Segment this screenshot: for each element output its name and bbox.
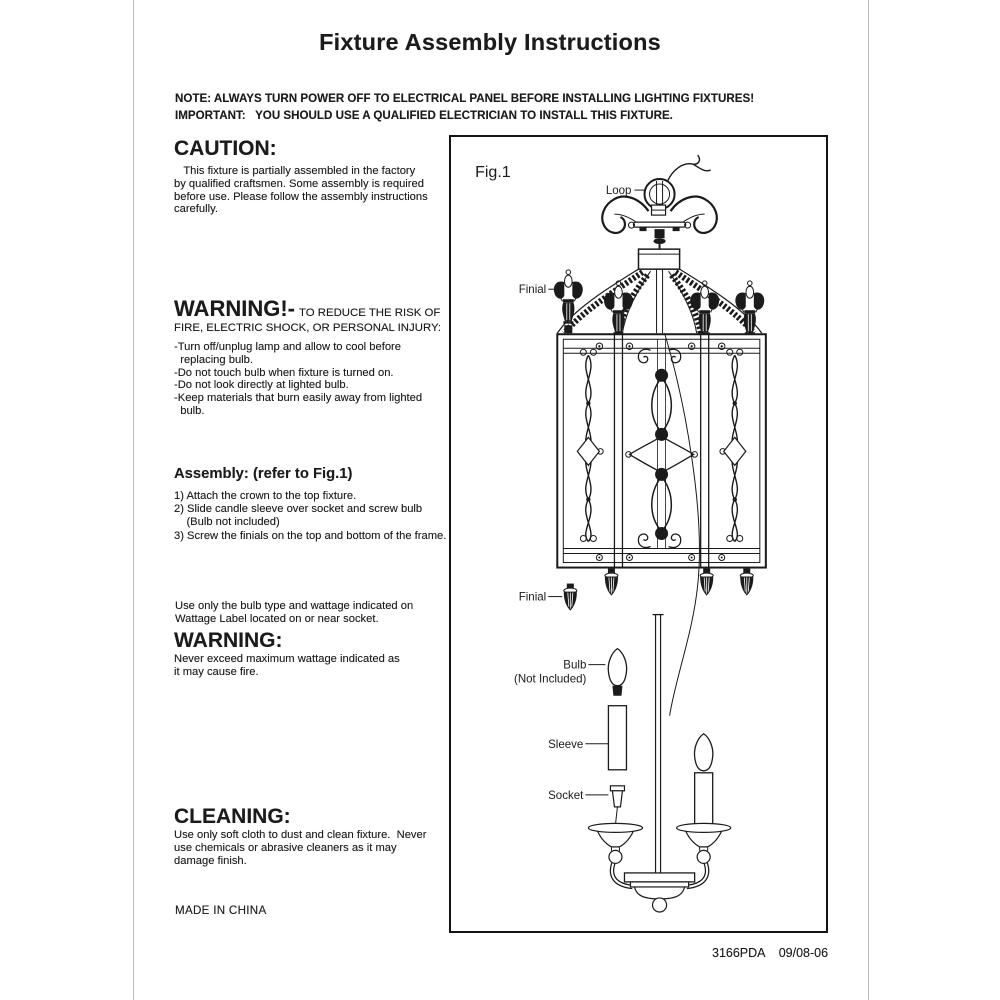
warning-item: replacing bulb. [174, 353, 253, 366]
section-warning-top [174, 296, 474, 418]
warning-wattage-line: Never exceed maximum wattage indicated as [174, 653, 400, 665]
warning-item: -Keep materials that burn easily away from lighted [174, 392, 423, 405]
section-caution [174, 137, 470, 216]
bulb-label: Bulb [563, 659, 587, 672]
assembly-step: 2) Slide candle sleeve over socket and screw bulb [174, 503, 423, 516]
sleeve-drawing [608, 706, 626, 770]
center-stem-rod [653, 615, 664, 875]
lantern-fixture-diagram [451, 137, 826, 931]
warning-top-heading-row [174, 296, 474, 321]
bulb-base-drawing [612, 686, 622, 696]
note-line-2: IMPORTANT: YOU SHOULD USE A QUALIFIED ELECTRICIAN TO INSTALL THIS FIXTURE. [175, 109, 673, 122]
part-number: 3166PDA 09/08-06 [712, 946, 829, 960]
assembly-step: (Bulb not included) [174, 516, 280, 529]
bulb-note-line: Wattage Label located on or near socket. [175, 613, 379, 626]
finial-top-label: Finial [518, 284, 547, 297]
made-in-label: MADE IN CHINA [175, 904, 267, 917]
fig1-label: Fig.1 [475, 163, 511, 182]
right-candle-bulb [694, 734, 712, 771]
assembly-step: 1) Attach the crown to the top fixture. [174, 490, 357, 502]
page-edge-left [133, 0, 134, 1000]
note-line-1: NOTE: ALWAYS TURN POWER OFF TO ELECTRICAL PANEL BEFORE INSTALLING LIGHTING FIXTURES! [175, 92, 755, 105]
warning-item: bulb. [174, 404, 205, 417]
hub-body [624, 873, 694, 912]
caution-line: carefully. [174, 203, 218, 216]
page-edge-right [868, 0, 869, 1000]
warning-top-subheading: FIRE, ELECTRIC SHOCK, OR PERSONAL INJURY: [174, 322, 442, 334]
sleeve-label: Sleeve [548, 738, 584, 751]
caution-line: by qualified craftsmen. Some assembly is required [174, 177, 424, 190]
exploded-candle-parts [608, 649, 626, 825]
cleaning-line: Use only soft cloth to dust and clean fixture. Never [174, 829, 427, 841]
caution-heading: CAUTION: [174, 137, 277, 160]
assembly-step: 3) Screw the finials on the top and bottom of the frame. [174, 529, 447, 542]
safety-note [175, 90, 845, 124]
bulb-note-line: Use only the bulb type and wattage indicated on [175, 600, 414, 612]
warning-wattage-heading: WARNING: [174, 629, 283, 652]
section-cleaning [174, 805, 484, 869]
top-finials [554, 270, 764, 335]
figure-1-box [449, 135, 828, 933]
warning-top-heading: WARNING!- [174, 296, 295, 321]
cleaning-heading: CLEANING: [174, 805, 291, 828]
assembly-heading: Assembly: (refer to Fig.1) [174, 466, 353, 482]
socket-drawing [610, 786, 624, 825]
canopy-drawing [639, 249, 680, 269]
finial-bottom-label: Finial [518, 591, 547, 604]
bulb-drawing [608, 649, 626, 686]
roof-drawing [557, 269, 762, 333]
warning-wattage-line: it may cause fire. [174, 666, 259, 679]
caution-line: This fixture is partially assembled in the factory [174, 165, 416, 177]
right-candle-sleeve [695, 773, 713, 826]
warning-top-heading-suffix: TO REDUCE THE RISK OF [298, 307, 441, 319]
cleaning-line: damage finish. [174, 855, 247, 868]
warning-item: -Do not look directly at lighted bulb. [174, 379, 349, 392]
crown-drawing [602, 155, 717, 249]
warning-item: -Turn off/unplug lamp and allow to cool before [174, 341, 401, 353]
bulb-wattage-note [175, 600, 475, 626]
bottom-finials [564, 569, 754, 611]
page-title: Fixture Assembly Instructions [319, 29, 661, 55]
socket-label: Socket [548, 789, 584, 802]
left-bobeche [588, 823, 642, 863]
caution-line: before use. Please follow the assembly instructions [174, 190, 428, 203]
warning-item: -Do not touch bulb when fixture is turned on. [174, 366, 394, 379]
section-warning-wattage [174, 629, 474, 679]
loop-label: Loop [605, 185, 632, 198]
bulb-sub-label: (Not Included) [513, 673, 587, 686]
right-bobeche [677, 823, 731, 863]
cleaning-line: use chemicals or abrasive cleaners as it may [174, 842, 397, 855]
